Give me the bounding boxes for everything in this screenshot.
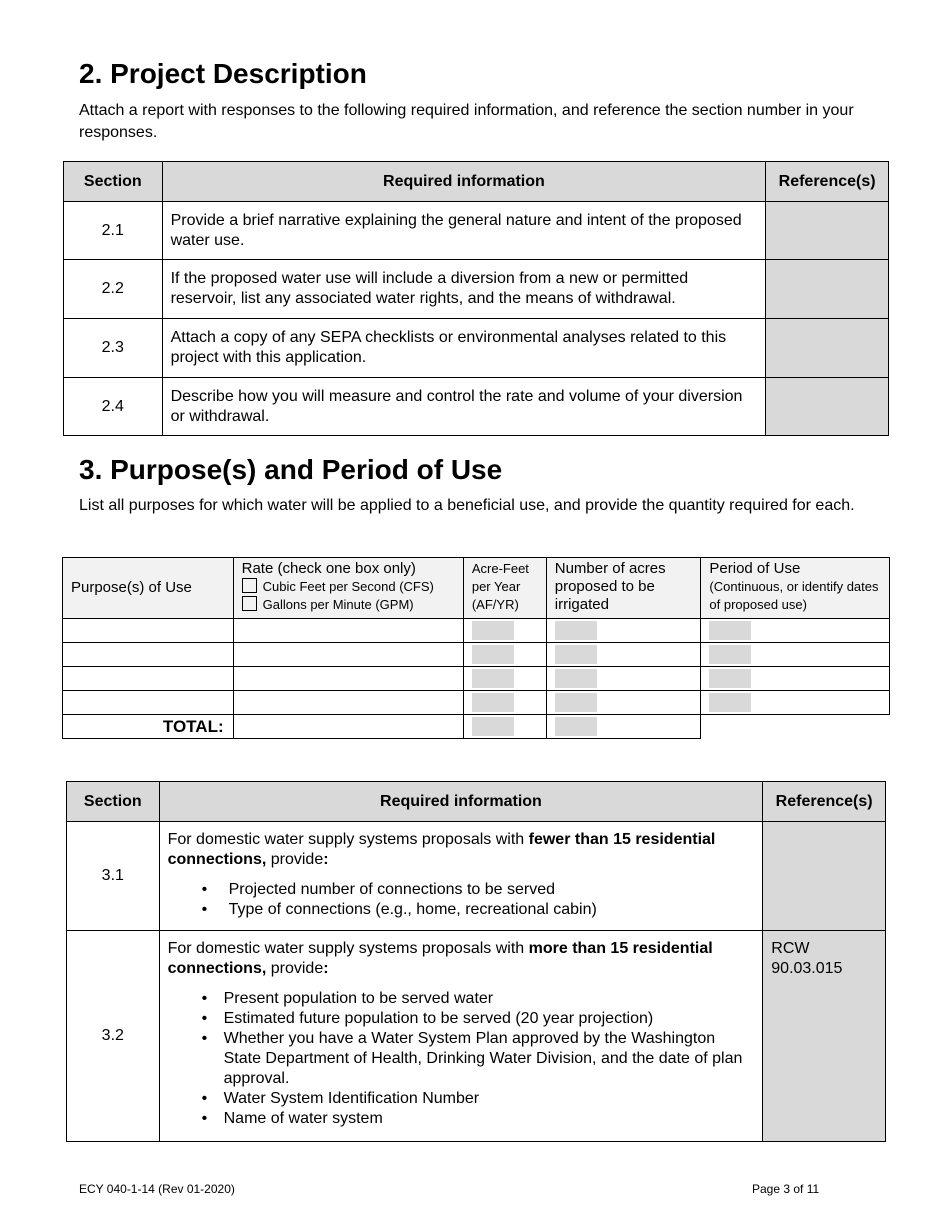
required-info-text: Provide a brief narrative explaining the general nature and intent of the proposed water use. xyxy=(162,202,766,260)
required-info-text: Attach a copy of any SEPA checklists or environmental analyses related to this project with this application. xyxy=(162,319,766,378)
period-field[interactable] xyxy=(701,619,890,643)
period-field[interactable] xyxy=(701,667,890,691)
list-item: • Water System Identification Number xyxy=(168,1089,755,1109)
required-info-text: For domestic water supply systems proposals with more than 15 residential connections, provide: • Present population to be served water • Estimated future population to be served (20 year projection) • Whether you have a Water System Plan approved by the Washington State Department of Health, Drinking Water Division, and the date of plan approval. • Water System Identification Number • Name of water system xyxy=(159,931,763,1142)
rate-field[interactable] xyxy=(233,691,463,715)
col-header-rate: Rate (check one box only) Cubic Feet per Second (CFS) Gallons per Minute (GPM) xyxy=(233,558,463,619)
list-item: • Type of connections (e.g., home, recreational cabin) xyxy=(168,900,755,920)
total-label: TOTAL: xyxy=(63,715,234,739)
table-row xyxy=(64,319,889,378)
col-header-section: Section xyxy=(67,782,160,822)
acres-field[interactable] xyxy=(546,667,701,691)
total-row xyxy=(63,715,890,739)
purpose-field[interactable] xyxy=(63,643,234,667)
list-item: • Present population to be served water xyxy=(168,989,755,1009)
acres-field[interactable] xyxy=(546,691,701,715)
list-item: • Name of water system xyxy=(168,1109,755,1129)
purpose-field[interactable] xyxy=(63,619,234,643)
cfs-checkbox[interactable] xyxy=(242,578,257,593)
col-header-section: Section xyxy=(64,162,163,202)
table-row xyxy=(64,378,889,436)
required-info-text: For domestic water supply systems proposals with fewer than 15 residential connections, provide: • Projected number of connections to be served • Type of connections (e.g., home, recreational cabin) xyxy=(159,822,763,931)
col-header-acre-feet: Acre-Feet per Year (AF/YR) xyxy=(463,558,546,619)
table-row xyxy=(63,619,890,643)
acres-field[interactable] xyxy=(546,643,701,667)
section-3-intro: List all purposes for which water will be applied to a beneficial use, and provide the quantity required for each. xyxy=(79,497,855,514)
section-number: 3.1 xyxy=(67,822,160,931)
acre-feet-field[interactable] xyxy=(463,619,546,643)
rate-field[interactable] xyxy=(233,667,463,691)
section-number: 2.1 xyxy=(64,202,163,260)
reference-field[interactable] xyxy=(763,822,886,931)
rate-field[interactable] xyxy=(233,643,463,667)
purpose-of-use-table xyxy=(62,557,890,739)
table-row xyxy=(67,931,886,1142)
acres-field[interactable] xyxy=(546,619,701,643)
total-acres-field[interactable] xyxy=(546,715,701,739)
project-description-table xyxy=(63,161,889,436)
section-number: 2.3 xyxy=(64,319,163,378)
table-row xyxy=(67,822,886,931)
reference-field[interactable] xyxy=(766,378,889,436)
period-field[interactable] xyxy=(701,691,890,715)
section-2-title: 2. Project Description xyxy=(79,58,367,89)
cfs-label: Cubic Feet per Second (CFS) xyxy=(262,579,434,594)
list-item: • Projected number of connections to be served xyxy=(168,880,755,900)
required-info-text: If the proposed water use will include a diversion from a new or permitted reservoir, list any associated water rights, and the means of withdrawal. xyxy=(162,260,766,319)
domestic-supply-table xyxy=(66,781,886,1142)
acre-feet-field[interactable] xyxy=(463,667,546,691)
page-number: Page 3 of 11 xyxy=(752,1182,820,1196)
col-header-required-info: Required information xyxy=(159,782,763,822)
form-id: ECY 040-1-14 (Rev 01-2020) xyxy=(79,1182,235,1196)
total-rate-field[interactable] xyxy=(233,715,463,739)
purpose-field[interactable] xyxy=(63,667,234,691)
list-item: • Whether you have a Water System Plan approved by the Washington State Department of Health, Drinking Water Division, and the date of plan approval. xyxy=(168,1029,755,1089)
table-row xyxy=(63,691,890,715)
reference-value: RCW 90.03.015 xyxy=(763,931,886,1142)
section-number: 3.2 xyxy=(67,931,160,1142)
section-2-intro: Attach a report with responses to the following required information, and reference the section number in your responses. xyxy=(79,102,854,141)
required-info-text: Describe how you will measure and control the rate and volume of your diversion or withdrawal. xyxy=(162,378,766,436)
total-acre-feet-field[interactable] xyxy=(463,715,546,739)
purpose-field[interactable] xyxy=(63,691,234,715)
col-header-purpose: Purpose(s) of Use xyxy=(63,558,234,619)
reference-field[interactable] xyxy=(766,260,889,319)
list-item: • Estimated future population to be served (20 year projection) xyxy=(168,1009,755,1029)
col-header-acres: Number of acres proposed to be irrigated xyxy=(546,558,701,619)
section-number: 2.4 xyxy=(64,378,163,436)
acre-feet-field[interactable] xyxy=(463,691,546,715)
reference-field[interactable] xyxy=(766,319,889,378)
acre-feet-field[interactable] xyxy=(463,643,546,667)
section-number: 2.2 xyxy=(64,260,163,319)
col-header-required-info: Required information xyxy=(162,162,766,202)
section-3-title: 3. Purpose(s) and Period of Use xyxy=(79,454,503,485)
table-row xyxy=(64,260,889,319)
period-field[interactable] xyxy=(701,643,890,667)
col-header-references: Reference(s) xyxy=(763,782,886,822)
reference-field[interactable] xyxy=(766,202,889,260)
table-row xyxy=(64,202,889,260)
table-row xyxy=(63,643,890,667)
gpm-checkbox[interactable] xyxy=(242,596,257,611)
col-header-period: Period of Use (Continuous, or identify dates of proposed use) xyxy=(701,558,890,619)
gpm-label: Gallons per Minute (GPM) xyxy=(262,597,414,612)
table-row xyxy=(63,667,890,691)
rate-field[interactable] xyxy=(233,619,463,643)
col-header-references: Reference(s) xyxy=(766,162,889,202)
